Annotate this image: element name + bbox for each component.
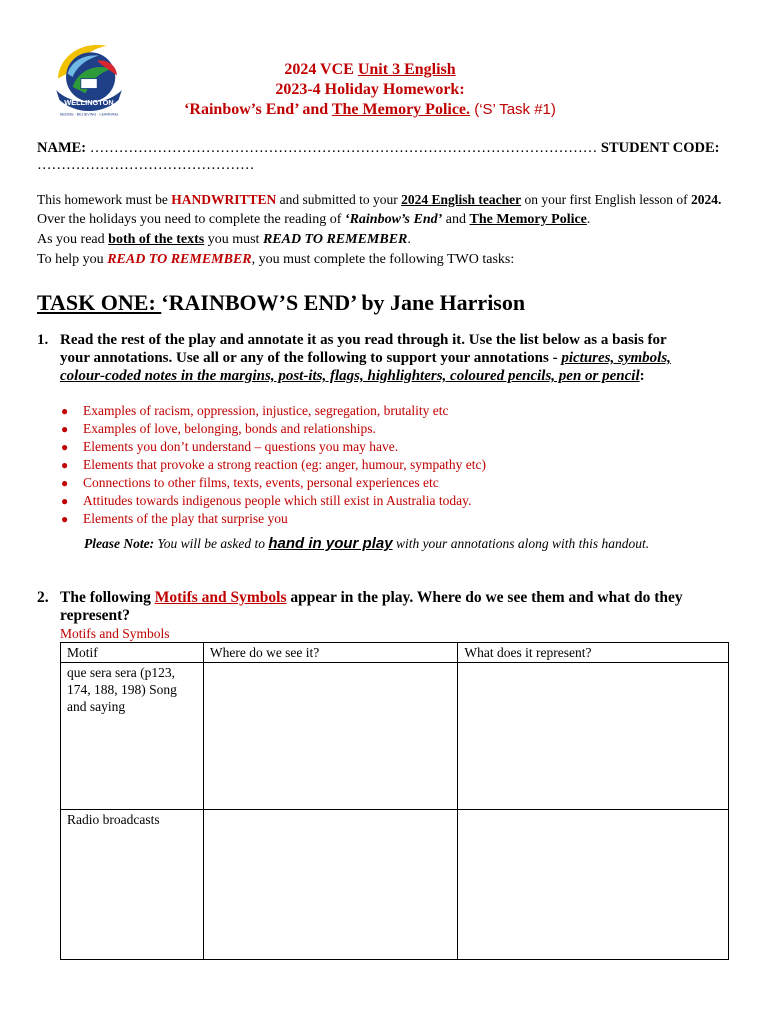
table-row xyxy=(61,663,729,810)
column-header-motif: Motif xyxy=(61,643,204,663)
motif-cell: Radio broadcasts xyxy=(61,810,204,960)
instructions-intro xyxy=(37,190,762,270)
name-field[interactable]: …………………………………………………………………………………………… xyxy=(86,140,601,156)
annotation-tools: pictures, symbols, colour-coded notes in the margins, post-its, flags, highlighters, coloured pencils, pen or pencil xyxy=(60,350,671,384)
please-note: Please Note: You will be asked to hand in your play with your annotations along with this handout. xyxy=(84,535,650,552)
task-item-1: 1. Read the rest of the play and annotate it as you read through it. Use the list below as a basis for your annotations. Use all or any of the following to support your annotations - pictures, symbols, colour-coded notes in the margins, post-its, flags, highlighters, coloured pencils, pen or pencil: xyxy=(37,332,671,384)
list-item: ● Examples of love, belonging, bonds and relationships. xyxy=(61,421,376,436)
list-item: ● Elements you don’t understand – questions you may have. xyxy=(61,439,399,454)
column-header-where: Where do we see it? xyxy=(203,643,458,663)
crest-school-name: WELLINGTON xyxy=(64,97,114,107)
intro-paragraph-4: To help you READ TO REMEMBER, you must complete the following TWO tasks: xyxy=(37,252,515,267)
bullet-icon: ● xyxy=(61,512,69,526)
motifs-link: Motifs and Symbols xyxy=(154,589,287,606)
title-line-1: 2024 VCE Unit 3 English xyxy=(284,61,456,78)
list-item: ● Attitudes towards indigenous people which still exist in Australia today. xyxy=(61,493,472,508)
student-code-field[interactable]: ……………………………………… xyxy=(37,157,255,173)
crest-motto: SEEING · BELIEVING · LEARNING xyxy=(59,112,119,117)
motifs-table xyxy=(60,642,729,960)
represents-cell[interactable] xyxy=(458,663,729,810)
bullet-icon: ● xyxy=(61,476,69,490)
student-code-label: STUDENT CODE: xyxy=(600,140,720,156)
represents-cell[interactable] xyxy=(458,810,729,960)
column-header-represents: What does it represent? xyxy=(458,643,729,663)
task-tag: (‘S’ Task #1) xyxy=(470,101,556,118)
table-header-row xyxy=(61,643,729,663)
task-item-2: 2. The following Motifs and Symbols appear in the play. Where do we see them and what do they represent? xyxy=(37,589,683,624)
item-number: 2. xyxy=(37,589,49,606)
task-one-heading: TASK ONE: ‘RAINBOW’S END’ by Jane Harrison xyxy=(37,290,526,315)
title-line-3: ‘Rainbow’s End’ and The Memory Police. (‘S’ Task #1) xyxy=(184,101,556,118)
where-cell[interactable] xyxy=(203,663,458,810)
list-item: ● Elements that provoke a strong reaction (eg: anger, humour, sympathy etc) xyxy=(61,457,487,472)
bullet-icon: ● xyxy=(61,440,69,454)
bullet-icon: ● xyxy=(61,494,69,508)
school-crest-logo xyxy=(48,36,130,118)
table-caption: Motifs and Symbols xyxy=(60,626,170,641)
annotation-focus-list xyxy=(60,402,486,528)
table-row xyxy=(61,810,729,960)
intro-paragraph-2: Over the holidays you need to complete the reading of ‘Rainbow’s End’ and The Memory Police. xyxy=(37,212,591,227)
item-1-text: Read the rest of the play and annotate it as you read through it. Use the list below as a basis for your annotations. Use all or any of the following to support your annotations - xyxy=(60,332,667,366)
list-item: ● Elements of the play that surprise you xyxy=(61,511,288,526)
name-label: NAME: xyxy=(37,140,87,156)
document-title xyxy=(140,60,600,120)
hand-in-play: hand in your play xyxy=(268,535,393,552)
bullet-icon: ● xyxy=(61,422,69,436)
crest-book xyxy=(81,79,97,89)
bullet-icon: ● xyxy=(61,404,69,418)
intro-paragraph-3: As you read both of the texts you must READ TO REMEMBER. xyxy=(37,232,411,247)
where-cell[interactable] xyxy=(203,810,458,960)
student-details-line xyxy=(37,140,737,174)
list-item: ● Connections to other films, texts, events, personal experiences etc xyxy=(61,475,439,490)
bullet-icon: ● xyxy=(61,458,69,472)
title-line-2: 2023-4 Holiday Homework: xyxy=(275,81,465,98)
list-item: ● Examples of racism, oppression, injustice, segregation, brutality etc xyxy=(61,403,449,418)
item-number: 1. xyxy=(37,332,49,348)
motif-cell: que sera sera (p123, 174, 188, 198) Song and saying xyxy=(61,663,204,810)
intro-paragraph-1: This homework must be HANDWRITTEN and submitted to your 2024 English teacher on your first English lesson of 2024. xyxy=(37,192,722,207)
